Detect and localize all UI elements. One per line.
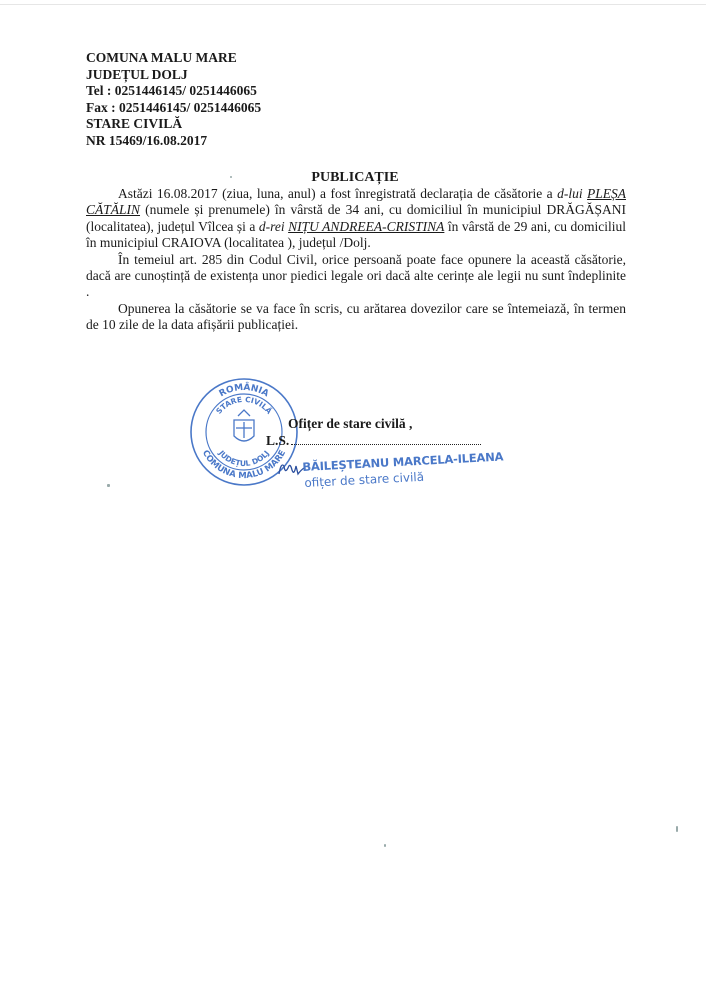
bride-title: d-rei [258, 218, 285, 234]
bride-name: NIȚU ANDREEA-CRISTINA [288, 218, 445, 234]
scan-speck [676, 826, 678, 832]
paragraph-declaration [86, 186, 626, 252]
signature-line [266, 433, 481, 449]
scan-speck [107, 484, 110, 487]
header-department: STARE CIVILĂ [86, 116, 183, 132]
paragraph-text: în vârstă de 29 ani, cu domiciliul în municipiul CRAIOVA (localitatea ), județul /Dolj. [86, 218, 627, 251]
officer-label: Ofițer de stare civilă , [288, 416, 413, 431]
paragraph-text: (numele și prenumele) în vârstă de 34 ani, cu domiciliul în municipiul DRĂGĂȘANI (localitatea), județul Vîlcea și a [86, 202, 626, 234]
document-body [86, 186, 626, 334]
scan-speck [230, 176, 232, 178]
scan-speck [384, 844, 386, 847]
ls-label: L.S. [266, 433, 290, 448]
officer-role-stamp: ofițer de stare civilă [304, 469, 425, 490]
paragraph-opposition: Opunerea la căsătorie se va face în scris, cu arătarea dovezilor care se întemeiază, în termen de 10 zile de la data afișării publicației. [86, 300, 626, 333]
seal-side-text: STARE CIVILĂ [214, 394, 274, 416]
seal-bottom-text: JUDEȚUL DOLJ [216, 448, 272, 469]
groom-title: d-lui [557, 186, 583, 201]
paragraph-legal-basis: În temeiul art. 285 din Codul Civil, orice persoană poate face opunere la această căsătorie, dacă are cunoștință de existența unor piedici legale ori dacă alte cerințe ale legii nu sunt îndeplinite . [86, 251, 626, 300]
seal-outer-bottom-text: COMUNA MALU MARE [199, 448, 289, 482]
header-fax: Fax : 0251446145/ 0251446065 [86, 99, 262, 115]
svg-text:JUDEȚUL DOLJ [216, 448, 271, 469]
coat-of-arms-icon [234, 410, 254, 441]
header-registration-number: NR 15469/16.08.2017 [86, 132, 208, 148]
seal-top-text: ROMÂNIA [217, 382, 271, 400]
paragraph-text: Astăzi 16.08.2017 (ziua, luna, anul) a fost înregistrată declarația de căsătorie a [118, 186, 558, 201]
header-county: JUDEȚUL DOLJ [86, 66, 188, 82]
header-commune: COMUNA MALU MARE [86, 50, 237, 65]
scan-edge-line [0, 4, 706, 5]
signature-dotted-line [291, 444, 481, 445]
groom-name: PLEȘA CĂTĂLIN [86, 186, 627, 218]
issuer-header [86, 50, 261, 150]
officer-name-stamp: BĂILEȘTEANU MARCELA-ILEANA [302, 449, 504, 474]
document-title: PUBLICAȚIE [311, 170, 399, 185]
header-phone: Tel : 0251446145/ 0251446065 [86, 83, 257, 99]
